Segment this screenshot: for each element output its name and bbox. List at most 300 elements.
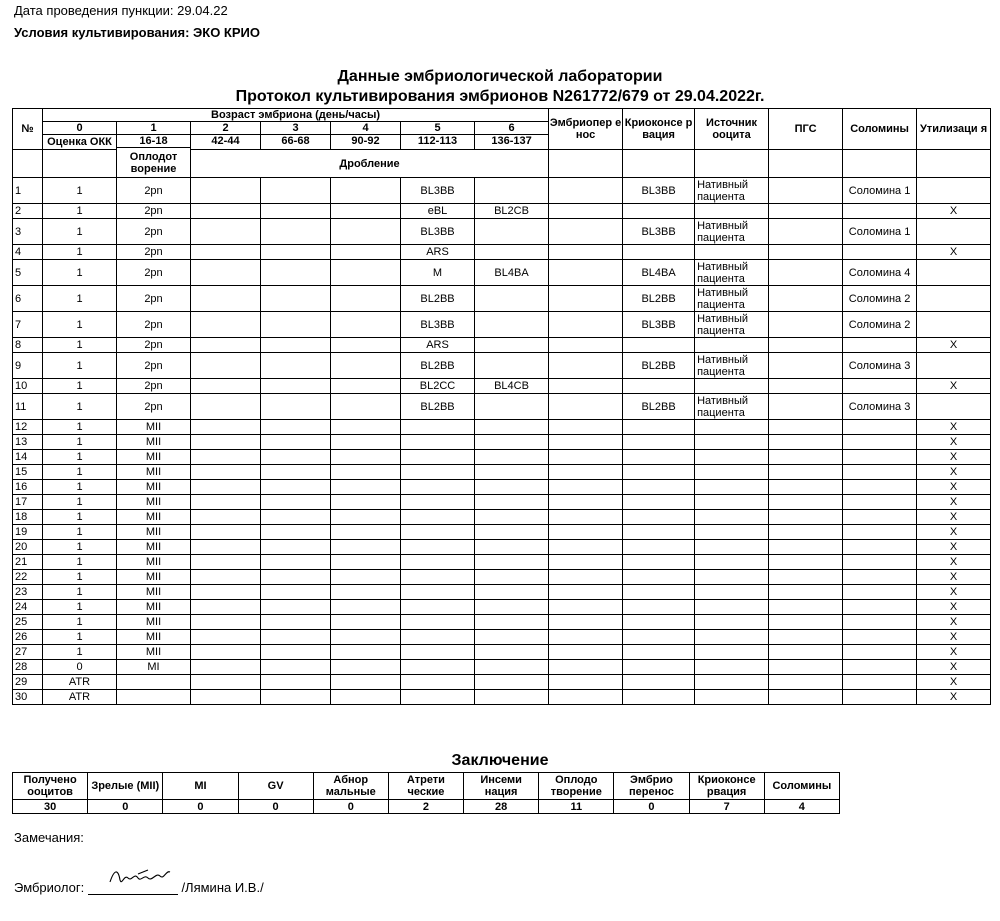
oocyte-source-cell (695, 675, 769, 690)
oocyte-source-cell (695, 660, 769, 675)
cryo-cell (623, 645, 695, 660)
day3-cell (261, 394, 331, 420)
transfer-cell (549, 394, 623, 420)
day4-cell (331, 260, 401, 286)
pgs-cell (769, 555, 843, 570)
table-row (13, 600, 991, 615)
oocyte-source-cell (695, 338, 769, 353)
day4-cell (331, 570, 401, 585)
pgs-cell (769, 353, 843, 379)
fertilization-cell: MII (117, 645, 191, 660)
oocyte-source-cell: Нативный пациента (695, 353, 769, 379)
summary-value: 0 (313, 800, 388, 814)
transfer-cell (549, 690, 623, 705)
conclusion-table (12, 772, 840, 814)
table-row (13, 585, 991, 600)
day3-cell (261, 525, 331, 540)
table-row (13, 435, 991, 450)
summary-header: Атрети ческие (388, 773, 463, 800)
fertilization-cell (117, 675, 191, 690)
oocyte-source-cell (695, 495, 769, 510)
day4-cell (331, 630, 401, 645)
utilization-cell: X (917, 585, 991, 600)
oocyte-source-cell (695, 525, 769, 540)
col-pgs: ПГС (769, 109, 843, 150)
table-row (13, 615, 991, 630)
col-transfer: Эмбриопер енос (549, 109, 623, 150)
summary-header: Криоконсе рвация (689, 773, 764, 800)
straw-cell: Соломина 1 (843, 219, 917, 245)
transfer-cell (549, 312, 623, 338)
day4-cell (331, 645, 401, 660)
fertilization-cell: MII (117, 450, 191, 465)
table-row (13, 245, 991, 260)
oocyte-source-cell (695, 450, 769, 465)
table-row (13, 630, 991, 645)
table-row (13, 394, 991, 420)
okk-grade-cell: 1 (43, 585, 117, 600)
day6-cell (475, 480, 549, 495)
day2-cell (191, 260, 261, 286)
day4-cell (331, 585, 401, 600)
okk-grade-cell: ATR (43, 690, 117, 705)
day5-cell (401, 570, 475, 585)
okk-grade-cell: 1 (43, 510, 117, 525)
hours-label: 136-137 (475, 135, 549, 150)
straw-cell: Соломина 2 (843, 286, 917, 312)
cryo-cell: BL2BB (623, 394, 695, 420)
day6-cell (475, 660, 549, 675)
day3-cell (261, 260, 331, 286)
utilization-cell: X (917, 480, 991, 495)
oocyte-source-cell (695, 435, 769, 450)
day3-cell (261, 540, 331, 555)
row-number-cell: 23 (13, 585, 43, 600)
day6-cell (475, 312, 549, 338)
utilization-cell (917, 260, 991, 286)
summary-value: 0 (614, 800, 689, 814)
oocyte-source-cell (695, 245, 769, 260)
puncture-date: Дата проведения пункции: 29.04.22 (14, 3, 228, 18)
transfer-cell (549, 450, 623, 465)
day6-cell (475, 219, 549, 245)
summary-header: Оплодо творение (539, 773, 614, 800)
day4-cell (331, 245, 401, 260)
cryo-cell (623, 555, 695, 570)
transfer-cell (549, 480, 623, 495)
day5-cell (401, 420, 475, 435)
pgs-cell (769, 645, 843, 660)
transfer-cell (549, 525, 623, 540)
straw-cell (843, 495, 917, 510)
day4-cell (331, 600, 401, 615)
pgs-cell (769, 465, 843, 480)
cryo-cell (623, 480, 695, 495)
straw-cell (843, 420, 917, 435)
cryo-cell (623, 338, 695, 353)
straw-cell: Соломина 3 (843, 394, 917, 420)
straw-cell (843, 338, 917, 353)
fertilization-cell: MII (117, 480, 191, 495)
notes-label: Замечания: (14, 830, 84, 845)
transfer-cell (549, 435, 623, 450)
pgs-cell (769, 219, 843, 245)
okk-grade-cell: 1 (43, 570, 117, 585)
straw-cell (843, 525, 917, 540)
day2-cell (191, 525, 261, 540)
oocyte-source-cell: Нативный пациента (695, 219, 769, 245)
summary-value: 4 (764, 800, 839, 814)
day4-cell (331, 660, 401, 675)
culture-conditions: Условия культивирования: ЭКО КРИО (14, 25, 260, 40)
day4-cell (331, 675, 401, 690)
day5-cell: M (401, 260, 475, 286)
day6-cell (475, 286, 549, 312)
utilization-cell: X (917, 600, 991, 615)
row-number-cell: 16 (13, 480, 43, 495)
utilization-cell (917, 394, 991, 420)
okk-grade-cell: 1 (43, 260, 117, 286)
oocyte-source-cell (695, 379, 769, 394)
row-number-cell: 20 (13, 540, 43, 555)
row-number-cell: 10 (13, 379, 43, 394)
signature-mark (108, 866, 172, 888)
day2-cell (191, 420, 261, 435)
summary-header: Инсеми нация (464, 773, 539, 800)
table-row (13, 645, 991, 660)
day5-cell: BL3BB (401, 312, 475, 338)
hours-label: 90-92 (331, 135, 401, 150)
fertilization-cell: MII (117, 555, 191, 570)
straw-cell (843, 660, 917, 675)
day6-cell: BL4BA (475, 260, 549, 286)
fertilization-cell: MII (117, 525, 191, 540)
day3-cell (261, 219, 331, 245)
day5-cell: ARS (401, 245, 475, 260)
summary-value: 0 (163, 800, 238, 814)
okk-grade-cell: 1 (43, 394, 117, 420)
transfer-cell (549, 675, 623, 690)
day-label: 6 (475, 122, 549, 135)
row-number-cell: 27 (13, 645, 43, 660)
utilization-cell: X (917, 690, 991, 705)
okk-grade-cell: 1 (43, 312, 117, 338)
straw-cell (843, 204, 917, 219)
pgs-cell (769, 525, 843, 540)
table-row (13, 495, 991, 510)
transfer-cell (549, 570, 623, 585)
day5-cell: BL2CC (401, 379, 475, 394)
day3-cell (261, 286, 331, 312)
day6-cell (475, 495, 549, 510)
day4-cell (331, 394, 401, 420)
utilization-cell (917, 353, 991, 379)
transfer-cell (549, 353, 623, 379)
table-row (13, 450, 991, 465)
day5-cell (401, 675, 475, 690)
day2-cell (191, 615, 261, 630)
day4-cell (331, 450, 401, 465)
fertilization-cell: 2pn (117, 219, 191, 245)
utilization-cell (917, 219, 991, 245)
transfer-cell (549, 660, 623, 675)
okk-grade-cell: 1 (43, 420, 117, 435)
row-number-cell: 17 (13, 495, 43, 510)
fertilization-cell: MII (117, 600, 191, 615)
row-number-cell: 13 (13, 435, 43, 450)
hours-label: 66-68 (261, 135, 331, 150)
blank (843, 150, 917, 178)
day3-cell (261, 555, 331, 570)
day4-cell (331, 480, 401, 495)
day5-cell (401, 450, 475, 465)
day3-cell (261, 312, 331, 338)
summary-header: MI (163, 773, 238, 800)
straw-cell (843, 450, 917, 465)
transfer-cell (549, 204, 623, 219)
day5-cell: eBL (401, 204, 475, 219)
day4-cell (331, 465, 401, 480)
transfer-cell (549, 510, 623, 525)
day4-cell (331, 219, 401, 245)
straw-cell (843, 690, 917, 705)
oocyte-source-cell: Нативный пациента (695, 286, 769, 312)
oocyte-source-cell (695, 645, 769, 660)
cryo-cell: BL3BB (623, 178, 695, 204)
utilization-cell: X (917, 675, 991, 690)
row-number-cell: 9 (13, 353, 43, 379)
hours-label: 16-18 (117, 135, 191, 148)
okk-grade-cell: 0 (43, 660, 117, 675)
utilization-cell: X (917, 379, 991, 394)
straw-cell (843, 615, 917, 630)
day3-cell (261, 435, 331, 450)
table-row (13, 465, 991, 480)
okk-grade-cell: 1 (43, 178, 117, 204)
transfer-cell (549, 540, 623, 555)
day4-cell (331, 435, 401, 450)
day5-cell (401, 555, 475, 570)
day3-cell (261, 178, 331, 204)
day2-cell (191, 660, 261, 675)
oocyte-source-cell: Нативный пациента (695, 178, 769, 204)
pgs-cell (769, 585, 843, 600)
day4-cell (331, 420, 401, 435)
transfer-cell (549, 379, 623, 394)
day2-cell (191, 312, 261, 338)
blank (695, 150, 769, 178)
row-number-cell: 8 (13, 338, 43, 353)
cryo-cell (623, 510, 695, 525)
day3-cell (261, 495, 331, 510)
transfer-cell (549, 338, 623, 353)
embryologist-label: Эмбриолог: (14, 880, 85, 895)
day6-cell (475, 570, 549, 585)
day4-cell (331, 525, 401, 540)
table-row (13, 286, 991, 312)
straw-cell (843, 630, 917, 645)
okk-grade-cell: 1 (43, 245, 117, 260)
pgs-cell (769, 600, 843, 615)
utilization-cell: X (917, 660, 991, 675)
straw-cell (843, 540, 917, 555)
summary-value: 0 (88, 800, 163, 814)
pgs-cell (769, 245, 843, 260)
col-cryo: Криоконсе рвация (623, 109, 695, 150)
summary-header: Получено ооцитов (13, 773, 88, 800)
day2-cell (191, 690, 261, 705)
day3-cell (261, 645, 331, 660)
summary-header: Эмбрио перенос (614, 773, 689, 800)
day2-cell (191, 585, 261, 600)
okk-grade-cell: 1 (43, 204, 117, 219)
row-number-cell: 25 (13, 615, 43, 630)
oocyte-source-cell: Нативный пациента (695, 394, 769, 420)
pgs-cell (769, 204, 843, 219)
col-cleavage: Дробление (191, 150, 549, 178)
fertilization-cell (117, 690, 191, 705)
oocyte-source-cell (695, 585, 769, 600)
transfer-cell (549, 219, 623, 245)
day2-cell (191, 480, 261, 495)
straw-cell (843, 645, 917, 660)
straw-cell (843, 585, 917, 600)
day6-cell (475, 435, 549, 450)
row-number-cell: 30 (13, 690, 43, 705)
table-row (13, 178, 991, 204)
summary-header: Абнор мальные (313, 773, 388, 800)
straw-cell (843, 379, 917, 394)
okk-grade-cell: 1 (43, 525, 117, 540)
fertilization-cell: MII (117, 435, 191, 450)
day2-cell (191, 495, 261, 510)
day5-cell (401, 540, 475, 555)
transfer-cell (549, 465, 623, 480)
day-label: 5 (401, 122, 475, 135)
oocyte-source-cell (695, 600, 769, 615)
oocyte-source-cell (695, 420, 769, 435)
day6-cell: BL4CB (475, 379, 549, 394)
row-number-cell: 4 (13, 245, 43, 260)
day6-cell (475, 465, 549, 480)
day6-cell (475, 245, 549, 260)
oocyte-source-cell (695, 204, 769, 219)
transfer-cell (549, 630, 623, 645)
table-row (13, 660, 991, 675)
day2-cell (191, 555, 261, 570)
pgs-cell (769, 338, 843, 353)
fertilization-cell: MII (117, 510, 191, 525)
transfer-cell (549, 555, 623, 570)
row-number-cell: 1 (13, 178, 43, 204)
day4-cell (331, 178, 401, 204)
pgs-cell (769, 495, 843, 510)
fertilization-cell: MII (117, 570, 191, 585)
day2-cell (191, 450, 261, 465)
cryo-cell (623, 465, 695, 480)
utilization-cell: X (917, 615, 991, 630)
cryo-cell (623, 600, 695, 615)
cryo-cell (623, 615, 695, 630)
fertilization-cell: MI (117, 660, 191, 675)
signature-line (88, 880, 178, 895)
day5-cell: BL2BB (401, 353, 475, 379)
okk-grade-cell: 1 (43, 480, 117, 495)
cryo-cell: BL2BB (623, 353, 695, 379)
straw-cell: Соломина 4 (843, 260, 917, 286)
utilization-cell (917, 312, 991, 338)
row-number-cell: 3 (13, 219, 43, 245)
blank (549, 150, 623, 178)
utilization-cell: X (917, 420, 991, 435)
signature-block (14, 880, 264, 895)
summary-header: Соломины (764, 773, 839, 800)
col-fertilization: Оплодот ворение (117, 148, 191, 178)
okk-grade-cell: 1 (43, 600, 117, 615)
day5-cell: BL3BB (401, 178, 475, 204)
straw-cell (843, 570, 917, 585)
day-label: 0 (43, 122, 117, 135)
day6-cell (475, 338, 549, 353)
okk-grade-cell: 1 (43, 338, 117, 353)
cryo-cell (623, 525, 695, 540)
hours-label: 112-113 (401, 135, 475, 150)
transfer-cell (549, 585, 623, 600)
day4-cell (331, 510, 401, 525)
utilization-cell: X (917, 555, 991, 570)
day2-cell (191, 245, 261, 260)
day3-cell (261, 480, 331, 495)
fertilization-cell: MII (117, 465, 191, 480)
cryo-cell (623, 540, 695, 555)
cryo-cell (623, 204, 695, 219)
pgs-cell (769, 630, 843, 645)
pgs-cell (769, 675, 843, 690)
pgs-cell (769, 435, 843, 450)
day2-cell (191, 394, 261, 420)
pgs-cell (769, 510, 843, 525)
transfer-cell (549, 615, 623, 630)
embryo-rows (13, 178, 991, 705)
day4-cell (331, 615, 401, 630)
day5-cell (401, 690, 475, 705)
day3-cell (261, 600, 331, 615)
table-row (13, 379, 991, 394)
utilization-cell: X (917, 630, 991, 645)
row-number-cell: 19 (13, 525, 43, 540)
day5-cell (401, 525, 475, 540)
day3-cell (261, 630, 331, 645)
day2-cell (191, 219, 261, 245)
day5-cell (401, 660, 475, 675)
pgs-cell (769, 570, 843, 585)
day6-cell (475, 394, 549, 420)
fertilization-cell: 2pn (117, 245, 191, 260)
row-number-cell: 29 (13, 675, 43, 690)
pgs-cell (769, 660, 843, 675)
straw-cell (843, 245, 917, 260)
fertilization-cell: MII (117, 615, 191, 630)
day3-cell (261, 204, 331, 219)
pgs-cell (769, 450, 843, 465)
utilization-cell (917, 178, 991, 204)
fertilization-cell: 2pn (117, 379, 191, 394)
oocyte-source-cell (695, 615, 769, 630)
day5-cell (401, 645, 475, 660)
fertilization-cell: MII (117, 495, 191, 510)
row-number-cell: 28 (13, 660, 43, 675)
day3-cell (261, 510, 331, 525)
